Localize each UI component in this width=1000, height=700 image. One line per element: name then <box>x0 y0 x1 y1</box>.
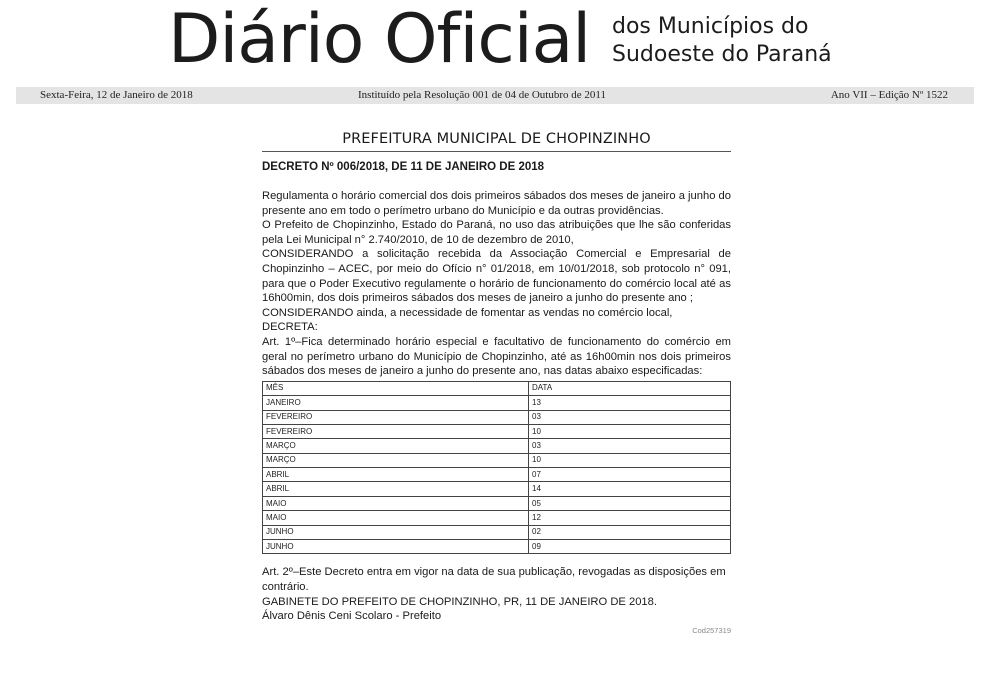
cell-date: 12 <box>529 511 731 525</box>
table-row <box>263 439 731 453</box>
table-row <box>263 410 731 424</box>
paragraph-considering-2: CONSIDERANDO ainda, a necessidade de fomentar as vendas no comércio local, <box>262 306 673 319</box>
signature-place-date: GABINETE DO PREFEITO DE CHOPINZINHO, PR, 11 DE JANEIRO DE 2018. <box>262 595 657 608</box>
table-row <box>263 511 731 525</box>
cell-date: 03 <box>529 439 731 453</box>
cell-month: FEVEREIRO <box>263 410 529 424</box>
cell-date: 10 <box>529 424 731 438</box>
cell-date: 10 <box>529 453 731 467</box>
table-row <box>263 424 731 438</box>
cell-date: 05 <box>529 496 731 510</box>
edition-number: Ano VII – Edição Nº 1522 <box>830 89 948 101</box>
newspaper-subtitle <box>612 13 832 69</box>
table-header-row <box>263 381 731 395</box>
cell-month: MAIO <box>263 511 529 525</box>
cell-date: 13 <box>529 396 731 410</box>
decree-article <box>262 131 731 635</box>
cell-month: MARÇO <box>263 439 529 453</box>
publication-code: Cod257319 <box>692 625 731 635</box>
paragraph-article-2: Art. 2º–Este Decreto entra em vigor na data de sua publicação, revogadas as disposições em contrário. <box>262 566 726 593</box>
decree-closing <box>262 565 731 623</box>
signatory: Álvaro Dênis Ceni Scolaro - Prefeito <box>262 610 442 623</box>
cell-month: MAIO <box>263 496 529 510</box>
decree-title: DECRETO Nº 006/2018, DE 11 DE JANEIRO DE 2018 <box>262 161 545 173</box>
table-row <box>263 482 731 496</box>
table-row <box>263 396 731 410</box>
newspaper-title: Diário Oficial <box>168 0 591 79</box>
cell-month: JUNHO <box>263 525 529 539</box>
decree-body <box>262 189 731 379</box>
saturday-dates-table <box>262 381 731 555</box>
masthead <box>0 0 1000 86</box>
table-row <box>263 540 731 554</box>
paragraph-decreta: DECRETA: <box>262 321 318 334</box>
cell-date: 09 <box>529 540 731 554</box>
table-row <box>263 468 731 482</box>
cell-date: 07 <box>529 468 731 482</box>
cell-month: JUNHO <box>263 540 529 554</box>
cell-date: 02 <box>529 525 731 539</box>
issue-info-bar <box>16 87 974 104</box>
paragraph-considering-1: CONSIDERANDO a solicitação recebida da Associação Comercial e Empresarial de Chopinzinho – ACEC, por meio do Ofício n° 01/2018, em 10/01/2018, sob protocolo n° 091, para que o Poder Executivo regulamente o horário de funcionamento do comércio local até as 16h00min, dos dois primeiros sábados dos meses de janeiro a junho do presente ano ; <box>262 248 731 305</box>
cell-month: ABRIL <box>263 468 529 482</box>
table-row <box>263 496 731 510</box>
paragraph-summary: Regulamenta o horário comercial dos dois primeiros sábados dos meses de janeiro a junho do presente ano em todo o perímetro urbano do Município e da outras providências. <box>262 190 731 217</box>
header-date: DATA <box>529 381 731 395</box>
table-row <box>263 453 731 467</box>
cell-month: FEVEREIRO <box>263 424 529 438</box>
header-month: MÊS <box>263 381 529 395</box>
cell-month: MARÇO <box>263 453 529 467</box>
cell-date: 14 <box>529 482 731 496</box>
paragraph-article-1: Art. 1º–Fica determinado horário especial e facultativo de funcionamento do comércio em geral no perímetro urbano do Município de Chopinzinho, até as 16h00min nos dois primeiros sábados dos meses de janeiro a junho do presente ano, nas datas abaixo especificadas: <box>262 335 731 378</box>
paragraph-preamble: O Prefeito de Chopinzinho, Estado do Paraná, no uso das atribuições que lhe são conferidas pela Lei Municipal n° 2.740/2010, de 10 de dezembro de 2010, <box>262 219 731 246</box>
cell-month: ABRIL <box>263 482 529 496</box>
subtitle-line-2: Sudoeste do Paraná <box>612 42 832 67</box>
issue-date: Sexta-Feira, 12 de Janeiro de 2018 <box>40 89 193 101</box>
subtitle-line-1: dos Municípios do <box>612 14 809 39</box>
cell-month: JANEIRO <box>263 396 529 410</box>
organization-heading: PREFEITURA MUNICIPAL DE CHOPINZINHO <box>262 131 731 152</box>
institution-note: Instituído pela Resolução 001 de 04 de Outubro de 2011 <box>358 89 606 101</box>
table-row <box>263 525 731 539</box>
cell-date: 03 <box>529 410 731 424</box>
